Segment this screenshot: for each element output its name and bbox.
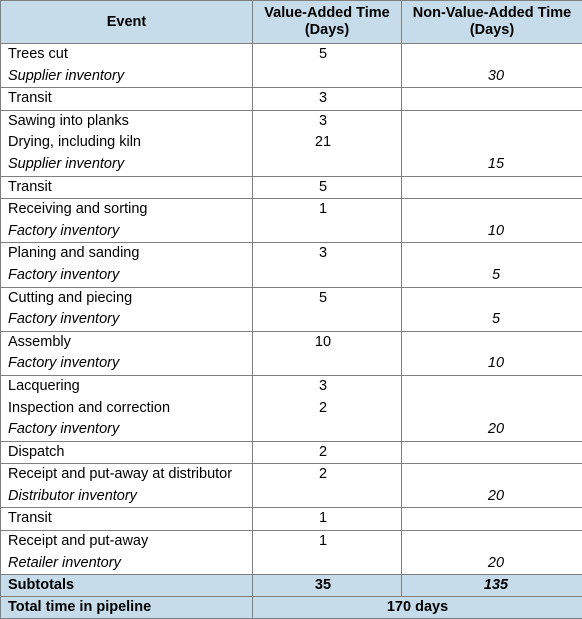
non-value-added-line: 5 [402,265,582,287]
non-value-added-cell [402,508,582,531]
value-added-line: 3 [253,88,401,110]
non-value-added-cell [402,199,582,243]
non-value-added-line [402,398,582,420]
value-added-line: 5 [253,177,401,199]
non-value-added-line [402,288,582,310]
non-value-added-cell [402,464,582,508]
event-line: Factory inventory [1,221,252,243]
event-line: Transit [1,88,252,110]
header-event: Event [1,1,253,44]
event-cell [1,287,253,331]
value-added-line [253,309,401,331]
value-added-line [253,553,401,575]
non-value-added-line: 10 [402,221,582,243]
value-added-line: 1 [253,508,401,530]
event-line: Sawing into planks [1,111,252,133]
event-line: Dispatch [1,442,252,464]
event-line: Factory inventory [1,419,252,441]
value-added-cell [253,441,402,464]
event-line: Cutting and piecing [1,288,252,310]
subtotals-label: Subtotals [1,575,253,597]
value-added-cell [253,531,402,575]
non-value-added-line [402,508,582,530]
event-cell [1,176,253,199]
table-row [1,88,582,111]
event-line: Factory inventory [1,265,252,287]
event-line: Assembly [1,332,252,354]
value-added-line [253,265,401,287]
value-added-line [253,486,401,508]
value-added-cell [253,88,402,111]
value-added-line: 5 [253,288,401,310]
non-value-added-line [402,376,582,398]
table-row [1,508,582,531]
event-line: Planing and sanding [1,243,252,265]
value-added-line [253,353,401,375]
table-row [1,331,582,375]
non-value-added-cell [402,375,582,441]
table-row [1,199,582,243]
value-added-line: 2 [253,442,401,464]
event-cell [1,331,253,375]
non-value-added-line [402,531,582,553]
table-row [1,441,582,464]
event-cell [1,531,253,575]
value-added-cell [253,375,402,441]
event-line: Drying, including kiln [1,132,252,154]
non-value-added-cell [402,243,582,287]
value-added-line: 2 [253,398,401,420]
event-cell [1,243,253,287]
header-row [1,1,582,44]
non-value-added-line: 20 [402,553,582,575]
table-row [1,44,582,88]
non-value-added-line [402,88,582,110]
event-cell [1,441,253,464]
event-line: Factory inventory [1,353,252,375]
event-line: Supplier inventory [1,66,252,88]
event-line: Transit [1,508,252,530]
event-line: Lacquering [1,376,252,398]
event-cell [1,88,253,111]
non-value-added-line [402,464,582,486]
value-added-line: 1 [253,531,401,553]
value-added-cell [253,287,402,331]
header-value-added [253,1,402,44]
non-value-added-line: 5 [402,309,582,331]
non-value-added-line: 20 [402,419,582,441]
value-added-line: 10 [253,332,401,354]
header-non-value-added [402,1,582,44]
value-added-line: 2 [253,464,401,486]
value-added-cell [253,44,402,88]
event-line: Factory inventory [1,309,252,331]
total-label: Total time in pipeline [1,597,253,619]
event-line: Transit [1,177,252,199]
non-value-added-line [402,199,582,221]
event-line: Supplier inventory [1,154,252,176]
subtotals-non-value-added: 135 [402,575,582,597]
non-value-added-line: 10 [402,353,582,375]
event-line: Trees cut [1,44,252,66]
non-value-added-line [402,111,582,133]
header-value-added-title: Value-Added Time [264,5,389,21]
subtotals-row [1,575,582,597]
event-cell [1,464,253,508]
non-value-added-cell [402,176,582,199]
value-added-line [253,419,401,441]
event-cell [1,508,253,531]
non-value-added-cell [402,110,582,176]
non-value-added-line [402,44,582,66]
value-added-cell [253,110,402,176]
value-added-line: 3 [253,243,401,265]
event-line: Retailer inventory [1,553,252,575]
table-row [1,287,582,331]
value-added-cell [253,464,402,508]
value-added-line: 1 [253,199,401,221]
event-cell [1,44,253,88]
value-added-line: 21 [253,132,401,154]
table-body [1,44,582,575]
event-line: Receiving and sorting [1,199,252,221]
header-non-value-added-title: Non-Value-Added Time [413,5,571,21]
header-non-value-added-unit: (Days) [470,22,514,38]
non-value-added-cell [402,44,582,88]
event-cell [1,199,253,243]
value-added-cell [253,331,402,375]
subtotals-value-added: 35 [253,575,402,597]
value-added-cell [253,176,402,199]
table-row [1,243,582,287]
value-added-cell [253,508,402,531]
value-added-line [253,66,401,88]
total-value: 170 days [253,597,582,619]
event-line: Distributor inventory [1,486,252,508]
event-cell [1,375,253,441]
event-cell [1,110,253,176]
table-row [1,110,582,176]
non-value-added-cell [402,441,582,464]
event-line: Inspection and correction [1,398,252,420]
non-value-added-line [402,132,582,154]
event-line: Receipt and put-away [1,531,252,553]
value-added-line: 3 [253,376,401,398]
event-line: Receipt and put-away at distributor [1,464,252,486]
non-value-added-cell [402,287,582,331]
total-row [1,597,582,619]
value-added-line [253,221,401,243]
header-value-added-unit: (Days) [305,22,349,38]
table-row [1,531,582,575]
non-value-added-cell [402,331,582,375]
table-row [1,464,582,508]
non-value-added-line: 30 [402,66,582,88]
non-value-added-line [402,177,582,199]
table-row [1,375,582,441]
value-added-cell [253,243,402,287]
non-value-added-cell [402,88,582,111]
value-added-line [253,154,401,176]
non-value-added-line [402,332,582,354]
value-added-cell [253,199,402,243]
table-row [1,176,582,199]
non-value-added-line: 15 [402,154,582,176]
non-value-added-line [402,442,582,464]
non-value-added-line: 20 [402,486,582,508]
value-added-line: 5 [253,44,401,66]
value-added-line: 3 [253,111,401,133]
non-value-added-cell [402,531,582,575]
non-value-added-line [402,243,582,265]
